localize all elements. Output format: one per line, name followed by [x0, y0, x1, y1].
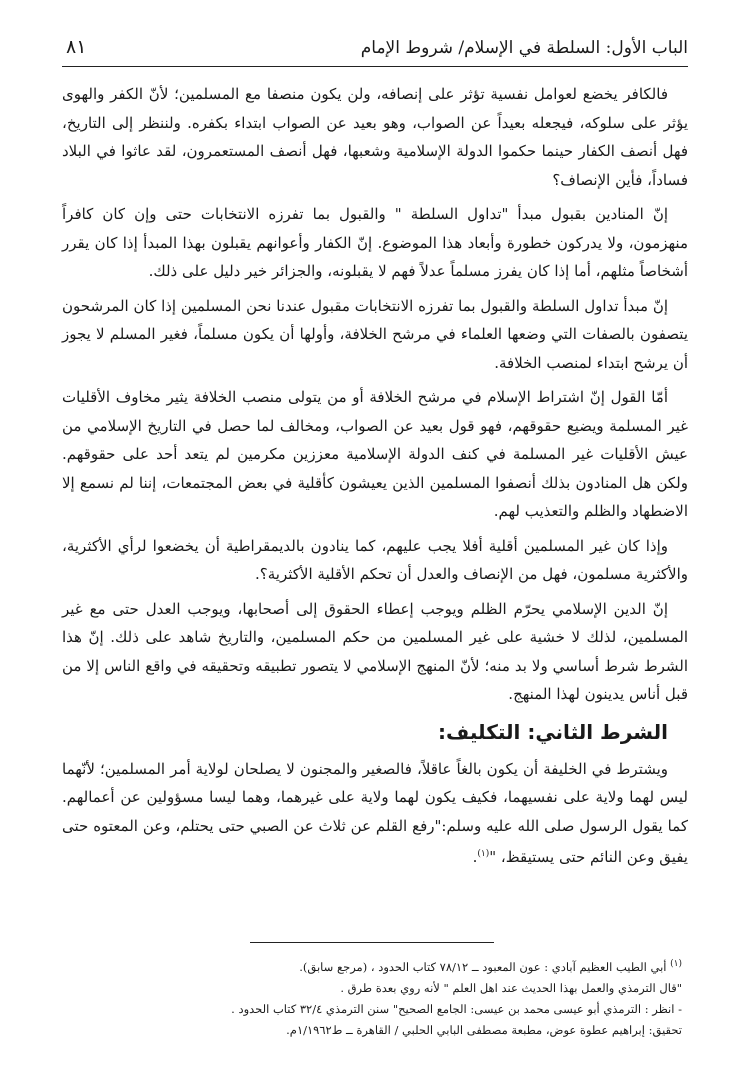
footnote-text: تحقيق: إبراهيم عطوة عوض، مطبعة مصطفى البابي الحلبي / القاهرة ــ ط١/١٩٦٢م. [286, 1022, 682, 1037]
running-title: الباب الأول: السلطة في الإسلام/ شروط الإمام [360, 38, 688, 58]
paragraph: وإذا كان غير المسلمين أقلية أفلا يجب عليهم، كما ينادون بالديمقراطية أن يخضعوا لرأي الأكثرية، والأكثرية مسلمون، فهل من الإنصاف والعدل أن تحكم الأقلية الأكثرية؟. [62, 536, 688, 583]
section-heading: الشرط الثاني: التكليف: [438, 719, 668, 744]
footnote-line [62, 978, 682, 999]
footnote-text: - انظر : الترمذي أبو عيسى محمد بن عيسى: الجامع الصحيح" سنن الترمذي ٣٢/٤ كتاب الحدود . [231, 1001, 682, 1016]
paragraph: إنّ الدين الإسلامي يحرّم الظلم ويوجب إعطاء الحقوق إلى أصحابها، ويوجب العدل حتى مع غير المسلمين، لذلك لا خشية على غير المسلمين من حكم المسلمين، والتاريخ شاهد على ذلك. إنّ هذا الشرط شرط أساسي ولا بد منه؛ لأنّ المنهج الإسلامي لا يتصور تطبيقه وتحقيقه في واقع الناس إلا من قبل أناس يدينون لهذا المنهج. [62, 599, 688, 703]
paragraph: إنّ مبدأ تداول السلطة والقبول بما تفرزه الانتخابات مقبول عندنا نحن المسلمين إذا كان المرشحون يتصفون بالصفات التي وضعها العلماء في مرشح الخلافة، وأولها أن يكون مسلماً، فغير المسلم لا يجوز أن يرشح ابتداء لمنصب الخلافة. [62, 296, 688, 372]
footnote-divider [250, 942, 494, 943]
footnote-line [62, 1020, 682, 1041]
footnote-line [62, 999, 682, 1020]
footnote-marker: (١) [670, 959, 682, 969]
paragraph: فالكافر يخضع لعوامل نفسية تؤثر على إنصافه، ولن يكون منصفا مع المسلمين؛ لأنّ الكفر والهوى يؤثر على سلوكه، فيجعله بعيداً عن الصواب، وهو بعيد عن الصواب ابتداء بكفره. ولننظر إلى التاريخ، فهل أنصف الكفار حينما حكموا الدولة الإسلامية وشعبها، فهل أنصف المستعمرون، لقد عاثوا في البلاد فساداً، فأين الإنصاف؟ [62, 85, 688, 189]
footnote-text: أبي الطيب العظيم آبادي : عون المعبود ــ ٧٨/١٢ كتاب الحدود ، (مرجع سابق). [299, 959, 671, 974]
footnote-reference[interactable]: (١) [477, 849, 490, 859]
running-header [62, 34, 688, 67]
footnote-text: "قال الترمذي والعمل بهذا الحديث عند اهل العلم " لأنه روي بعدة طرق . [340, 980, 682, 995]
page-body [62, 80, 688, 878]
paragraph-hadith-end: . [472, 848, 478, 866]
paragraph: أمّا القول إنّ اشتراط الإسلام في مرشح الخلافة أو من يتولى منصب الخلافة يثير مخاوف الأقليات غير المسلمة ويضيع حقوقهم، فهو قول بعيد عن الصواب، ومخالف لما حصل في التاريخ الإسلامي من عيش الأقليات غير المسلمة في كنف الدولة الإسلامية معززين مكرمين لم يتعد أحد على حقوقهم. ولكن هل المنادون بذلك أنصفوا المسلمين الذين يعيشون كأقلية في بعض المجتمعات، إننا لم نسمع إلا الاضطهاد والظلم والتعذيب لهم. [62, 388, 689, 520]
paragraph: إنّ المنادين بقبول مبدأ "تداول السلطة " والقبول بما تفرزه الانتخابات حتى وإن كان كافراً منهزمون، ولا يدركون خطورة وأبعاد هذا الموضوع. إنّ الكفار وأعوانهم يقبلون بهذا المبدأ إذا كان يقرر أشخاصاً مثلهم، أما إذا كان يفرز مسلماً عدلاً فهم لا يقبلونه، والجزائر خير دليل على ذلك. [62, 205, 688, 280]
paragraph-hadith-text: ويشترط في الخليفة أن يكون بالغاً عاقلاً، فالصغير والمجنون لا يصلحان لولاية أمر المسلمين؛ لأنّهما ليس لهما ولاية على نفسيهما، فكيف يكون لهما ولاية على غيرهما، وهما ليسا مسؤولين عن أعمالهم. كما يقول الرسول صلى الله عليه وسلم:"رفع القلم عن ثلاث عن الصبي حتى يحتلم، وعن المعتوه حتى يفيق وعن النائم حتى يستيقظ، " [62, 759, 688, 866]
paragraph-hadith [62, 755, 688, 872]
footnotes [62, 954, 688, 1041]
page-number: ٨١ [66, 36, 87, 58]
footnote-line [62, 954, 682, 978]
